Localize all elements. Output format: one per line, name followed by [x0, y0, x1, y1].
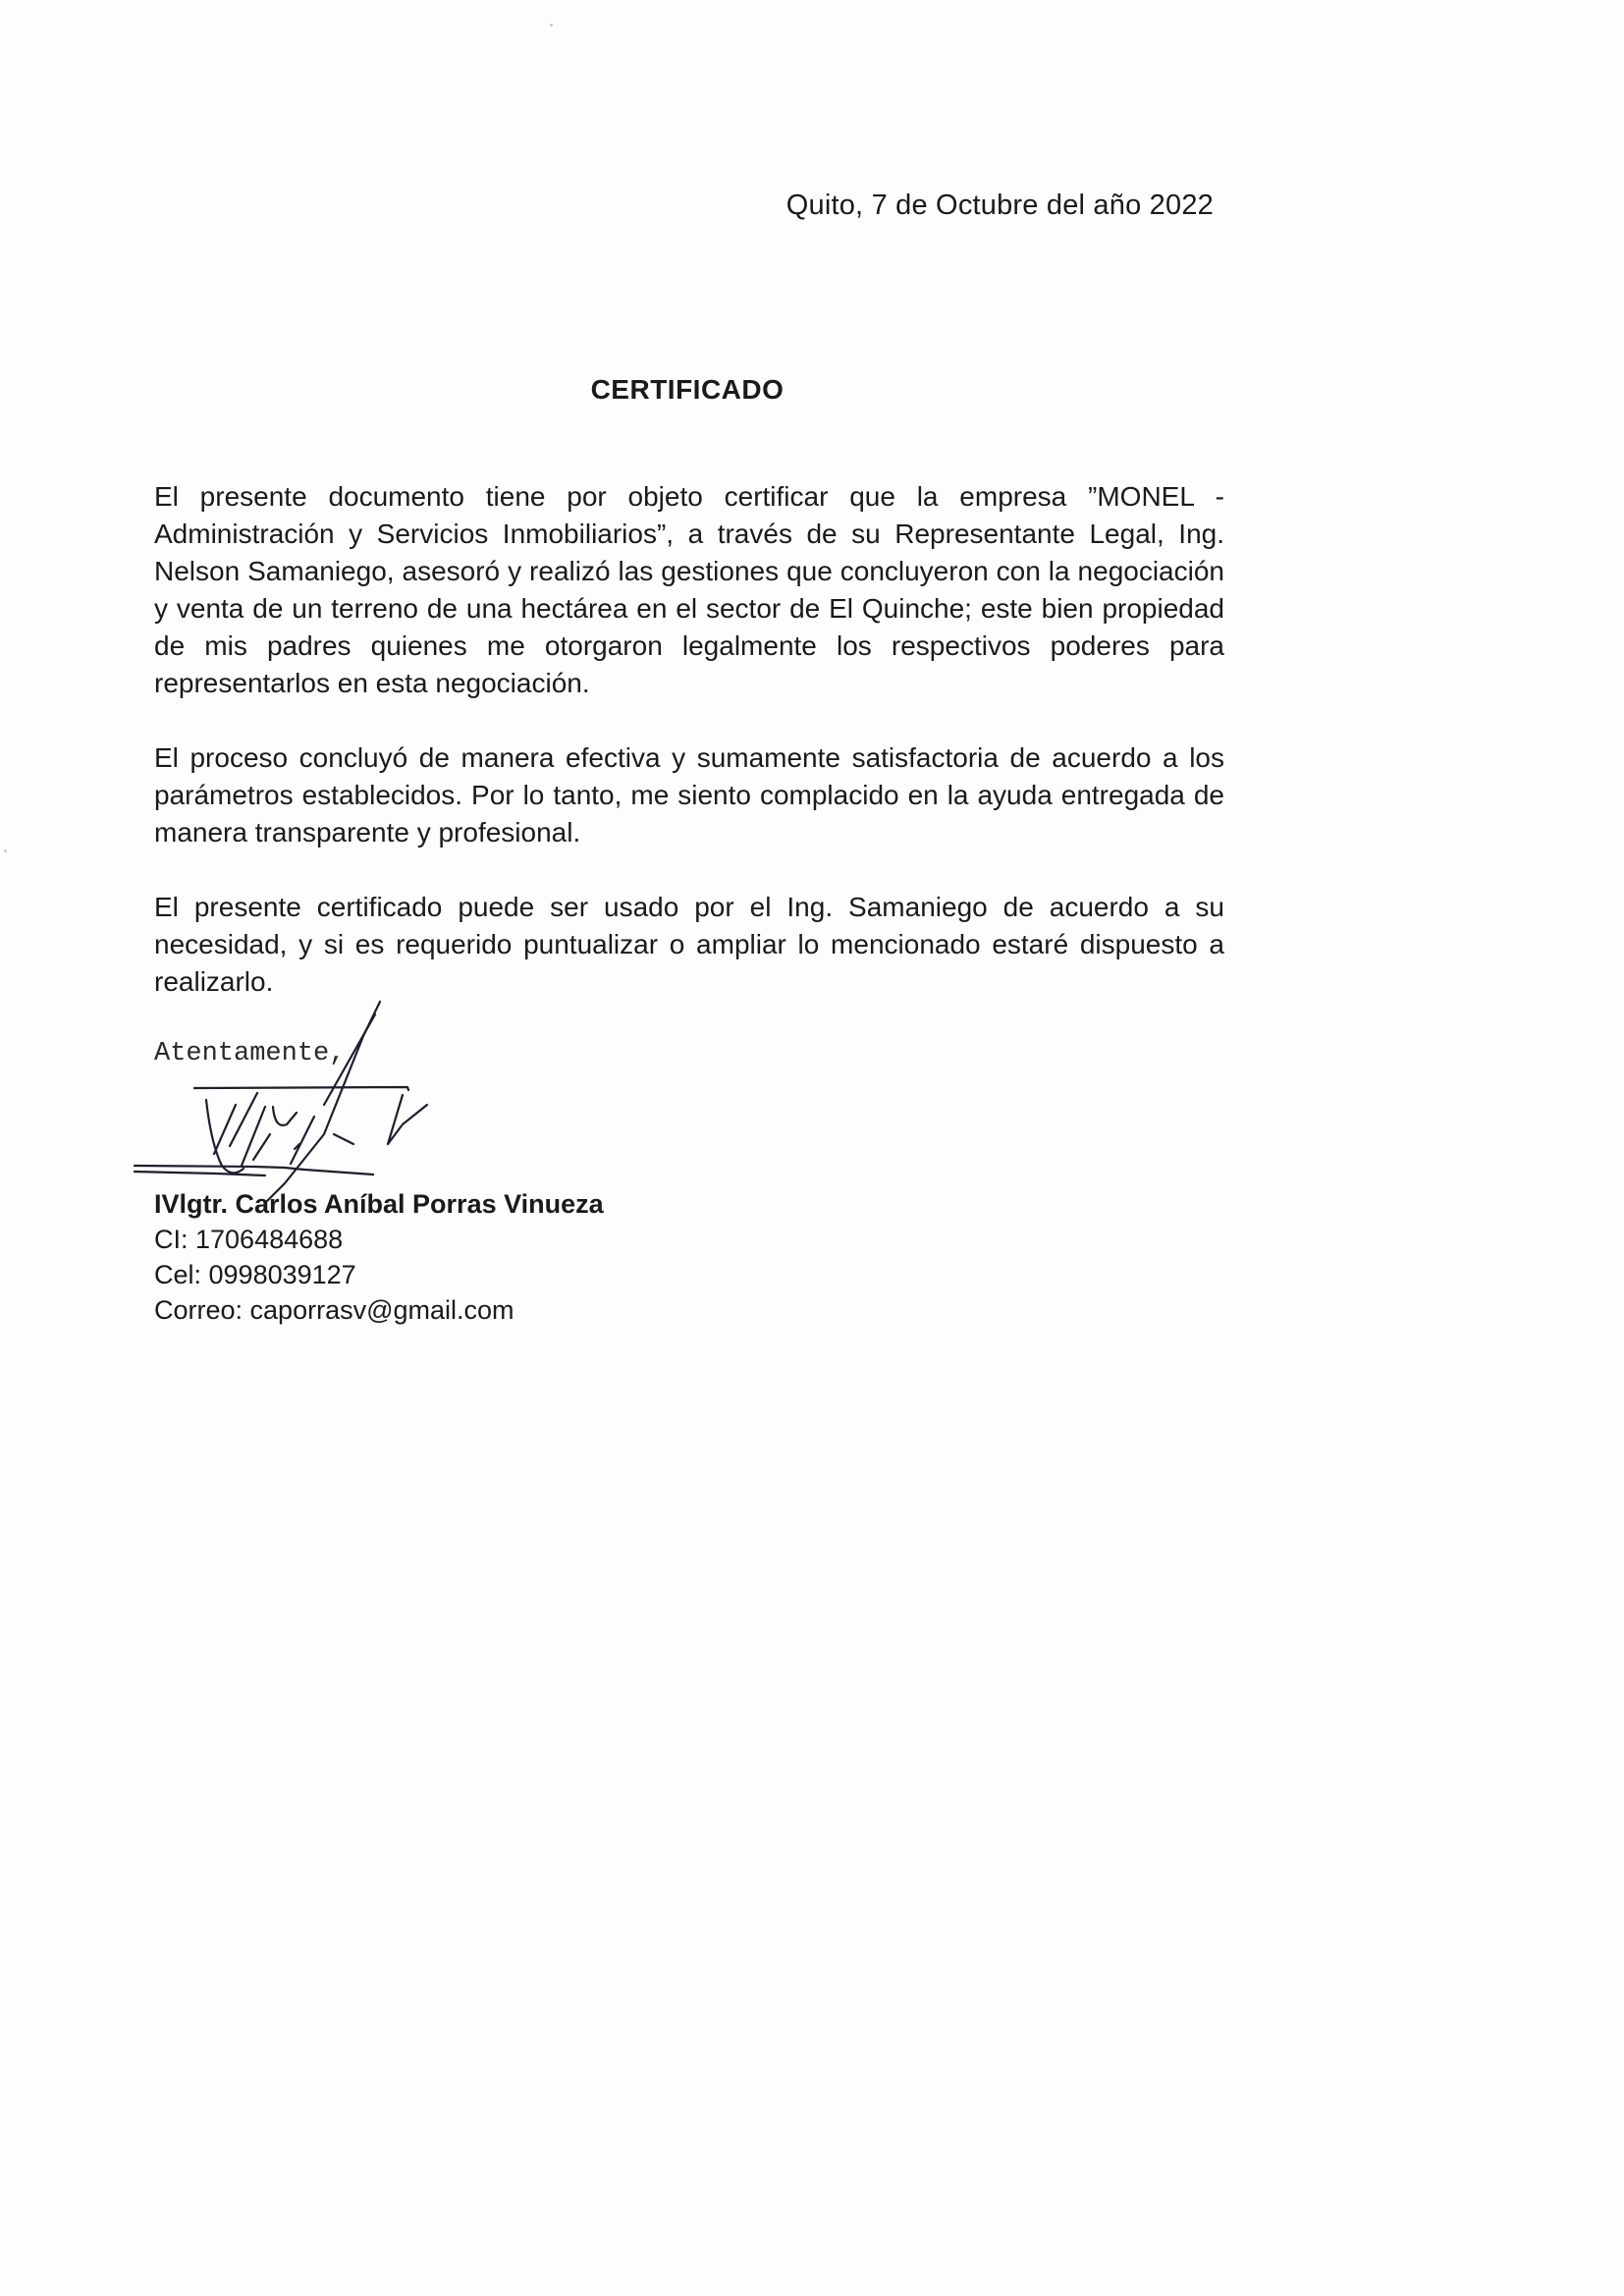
- paragraph-3: El presente certificado puede ser usado por el Ing. Samaniego de acuerdo a su necesidad, y si es requerido puntualizar o ampliar lo mencionado estaré dispuesto a realizarlo.: [154, 892, 1224, 997]
- signer-name: IVlgtr. Carlos Aníbal Porras Vinueza: [154, 1189, 604, 1219]
- signer-ci: CI: 1706484688: [154, 1225, 344, 1254]
- date-line: Quito, 7 de Octubre del año 2022: [785, 190, 1214, 221]
- paragraph-1: El presente documento tiene por objeto certificar que la empresa ”MONEL - Administración y Servicios Inmobiliarios”, a través de su Representante Legal, Ing. Nelson Samaniego, asesoró y realizó las gestiones que concluyeron con la negociación y venta de un terreno de una hectárea en el sector de El Quinche; este bien propiedad de mis padres quienes me otorgaron legalmente los respectivos poderes para representarlos en esta negociación.: [154, 481, 1224, 698]
- document-title: CERTIFICADO: [590, 374, 785, 405]
- signer-cel: Cel: 0998039127: [154, 1260, 356, 1289]
- scan-speck: [550, 24, 553, 27]
- document-body: [154, 478, 1224, 1038]
- handwritten-signature: [128, 997, 501, 1213]
- closing-salutation: Atentamente,: [154, 1039, 346, 1068]
- paragraph-2: El proceso concluyó de manera efectiva y sumamente satisfactoria de acuerdo a los parámetros establecidos. Por lo tanto, me siento complacido en la ayuda entregada de manera transparente y profesional.: [154, 742, 1224, 847]
- signer-block: [154, 1186, 604, 1328]
- signer-email: Correo: caporrasv@gmail.com: [154, 1295, 514, 1325]
- scan-speck: [4, 849, 7, 852]
